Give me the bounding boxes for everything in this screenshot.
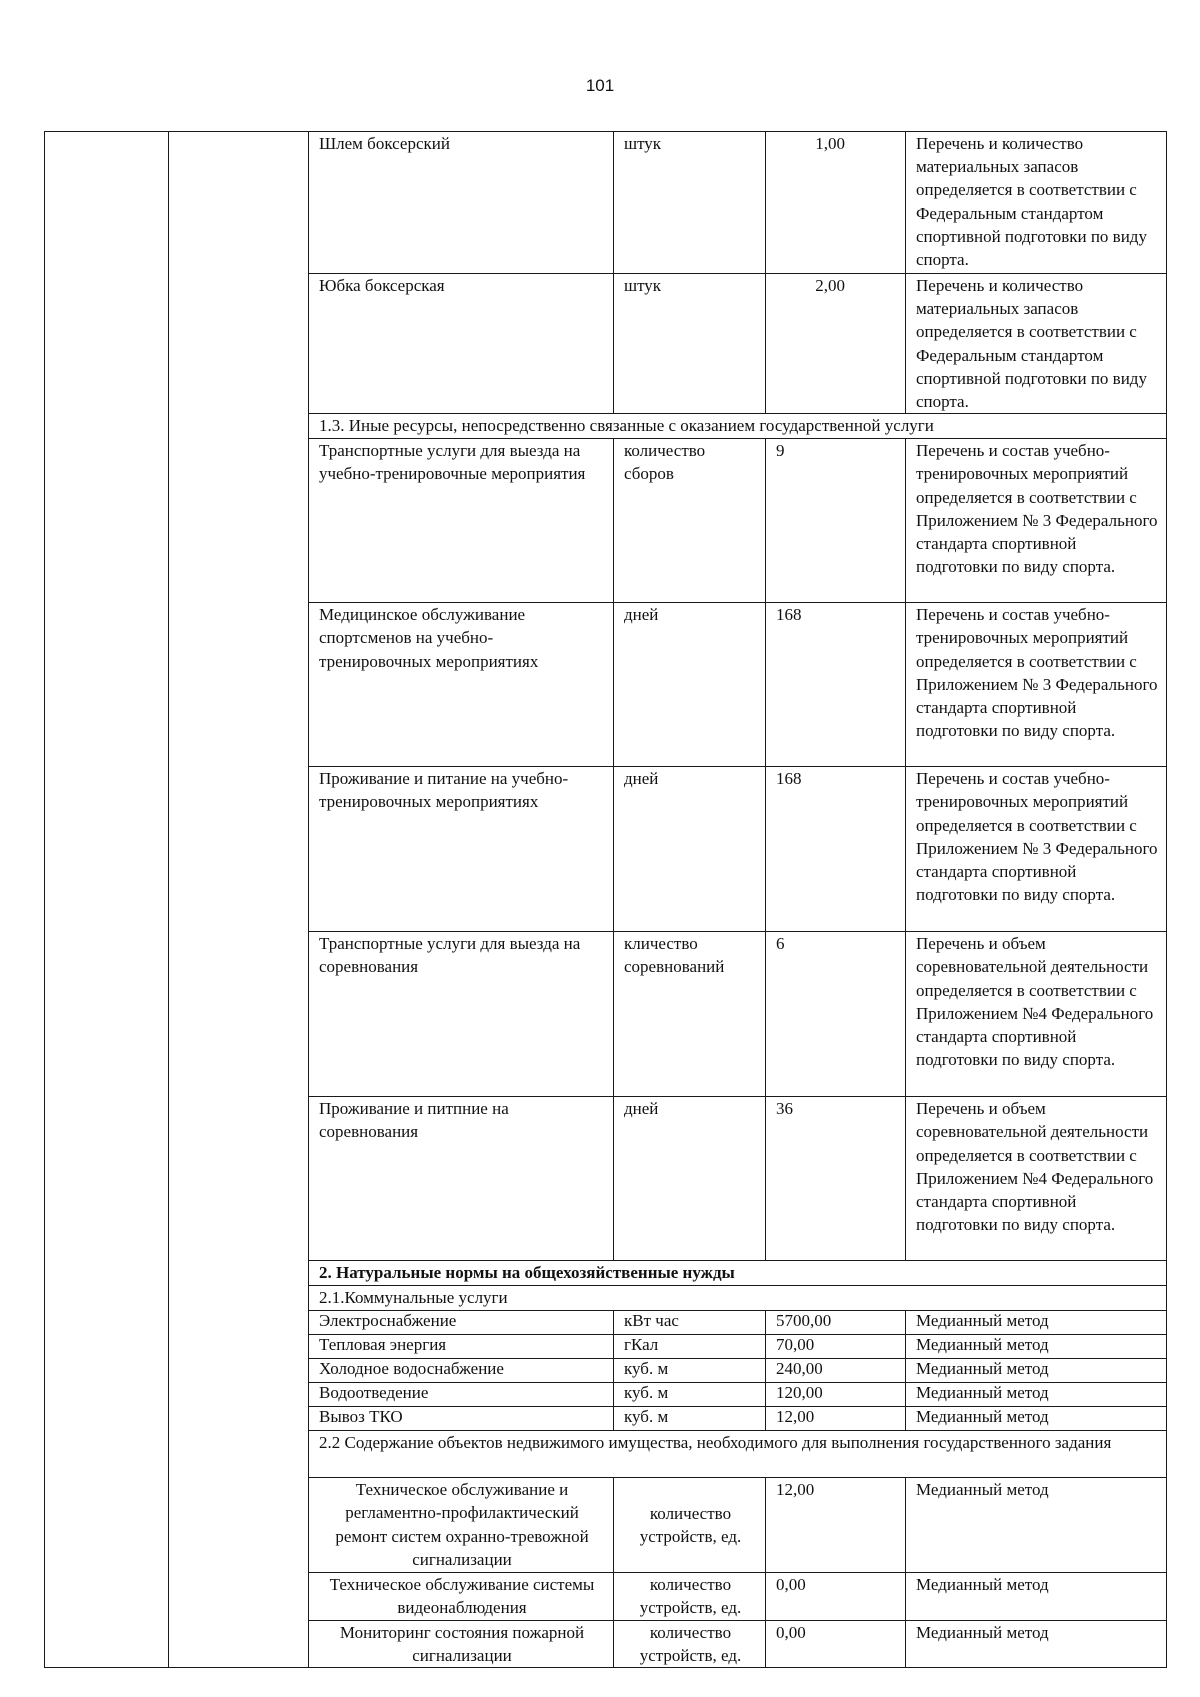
resource-unit: гКал xyxy=(614,1335,766,1359)
resource-basis: Медианный метод xyxy=(906,1335,1167,1359)
resource-basis: Перечень и объем соревновательной деятельности определяется в соответствии с Приложением №4 Федерального стандарта спортивной подготовки по виду спорта. xyxy=(906,1097,1167,1261)
resource-name: Проживание и питание на учебно-тренировочных мероприятиях xyxy=(309,767,614,932)
resource-unit: количество устройств, ед. xyxy=(614,1573,766,1620)
resource-unit: количество устройств, ед. xyxy=(614,1478,766,1573)
resource-value: 2,00 xyxy=(766,274,906,414)
resource-value: 168 xyxy=(766,603,906,767)
resource-unit: куб. м xyxy=(614,1359,766,1383)
page-number: 101 xyxy=(585,76,615,95)
resource-name: Холодное водоснабжение xyxy=(309,1359,614,1383)
resource-unit: штук xyxy=(614,274,766,414)
resource-name: Техническое обслуживание и регламентно-профилактический ремонт систем охранно-тревожной сигнализации xyxy=(309,1478,614,1573)
resource-unit: штук xyxy=(614,132,766,274)
table-row xyxy=(45,132,1167,274)
resource-basis: Медианный метод xyxy=(906,1620,1167,1667)
resource-norms-table xyxy=(44,131,1167,1668)
resource-basis: Медианный метод xyxy=(906,1478,1167,1573)
resource-value: 70,00 xyxy=(766,1335,906,1359)
resource-basis: Перечень и объем соревновательной деятельности определяется в соответствии с Приложением №4 Федерального стандарта спортивной подготовки по виду спорта. xyxy=(906,932,1167,1097)
resource-basis: Перечень и состав учебно-тренировочных мероприятий определяется в соответствии с Приложением № 3 Федерального стандарта спортивной подготовки по виду спорта. xyxy=(906,767,1167,932)
resource-name: Техническое обслуживание системы видеонаблюдения xyxy=(309,1573,614,1620)
resource-value: 12,00 xyxy=(766,1407,906,1431)
resource-unit: куб. м xyxy=(614,1383,766,1407)
resource-value: 12,00 xyxy=(766,1478,906,1573)
resource-value: 5700,00 xyxy=(766,1311,906,1335)
resource-basis: Перечень и состав учебно-тренировочных мероприятий определяется в соответствии с Приложением № 3 Федерального стандарта спортивной подготовки по виду спорта. xyxy=(906,603,1167,767)
resource-name: Транспортные услуги для выезда на учебно-тренировочные мероприятия xyxy=(309,439,614,603)
resource-name: Тепловая энергия xyxy=(309,1335,614,1359)
resource-name: Электроснабжение xyxy=(309,1311,614,1335)
resource-name: Вывоз ТКО xyxy=(309,1407,614,1431)
blank-column-1 xyxy=(45,132,169,1668)
resource-value: 120,00 xyxy=(766,1383,906,1407)
resource-unit: дней xyxy=(614,767,766,932)
resource-basis: Перечень и количество материальных запасов определяется в соответствии с Федеральным стандартом спортивной подготовки по виду спорта. xyxy=(906,274,1167,414)
resource-basis: Перечень и количество материальных запасов определяется в соответствии с Федеральным стандартом спортивной подготовки по виду спорта. xyxy=(906,132,1167,274)
resource-basis: Медианный метод xyxy=(906,1359,1167,1383)
resource-value: 240,00 xyxy=(766,1359,906,1383)
resource-unit: количество устройств, ед. xyxy=(614,1620,766,1667)
resource-name: Транспортные услуги для выезда на соревнования xyxy=(309,932,614,1097)
resource-basis: Перечень и состав учебно-тренировочных мероприятий определяется в соответствии с Приложением № 3 Федерального стандарта спортивной подготовки по виду спорта. xyxy=(906,439,1167,603)
section-heading: 2.1.Коммунальные услуги xyxy=(309,1286,1167,1311)
resource-value: 9 xyxy=(766,439,906,603)
resource-unit: куб. м xyxy=(614,1407,766,1431)
blank-column-2 xyxy=(169,132,309,1668)
resource-basis: Медианный метод xyxy=(906,1311,1167,1335)
section-heading: 1.3. Иные ресурсы, непосредственно связанные с оказанием государственной услуги xyxy=(309,414,1167,439)
resource-value: 0,00 xyxy=(766,1573,906,1620)
resource-unit: кВт час xyxy=(614,1311,766,1335)
section-heading: 2. Натуральные нормы на общехозяйственные нужды xyxy=(309,1261,1167,1286)
resource-name: Медицинское обслуживание спортсменов на учебно-тренировочных мероприятиях xyxy=(309,603,614,767)
section-heading: 2.2 Содержание объектов недвижимого имущества, необходимого для выполнения государственного задания xyxy=(309,1431,1167,1478)
resource-value: 6 xyxy=(766,932,906,1097)
resource-unit: дней xyxy=(614,1097,766,1261)
resource-basis: Медианный метод xyxy=(906,1383,1167,1407)
resource-unit: дней xyxy=(614,603,766,767)
resource-basis: Медианный метод xyxy=(906,1407,1167,1431)
resource-value: 0,00 xyxy=(766,1620,906,1667)
resource-value: 36 xyxy=(766,1097,906,1261)
resource-value: 168 xyxy=(766,767,906,932)
resource-name: Водоотведение xyxy=(309,1383,614,1407)
resource-name: Юбка боксерская xyxy=(309,274,614,414)
resource-value: 1,00 xyxy=(766,132,906,274)
resource-unit: количество сборов xyxy=(614,439,766,603)
resource-name: Проживание и питпние на соревнования xyxy=(309,1097,614,1261)
resource-name: Мониторинг состояния пожарной сигнализации xyxy=(309,1620,614,1667)
resource-basis: Медианный метод xyxy=(906,1573,1167,1620)
resource-unit: кличество соревнований xyxy=(614,932,766,1097)
resource-name: Шлем боксерский xyxy=(309,132,614,274)
